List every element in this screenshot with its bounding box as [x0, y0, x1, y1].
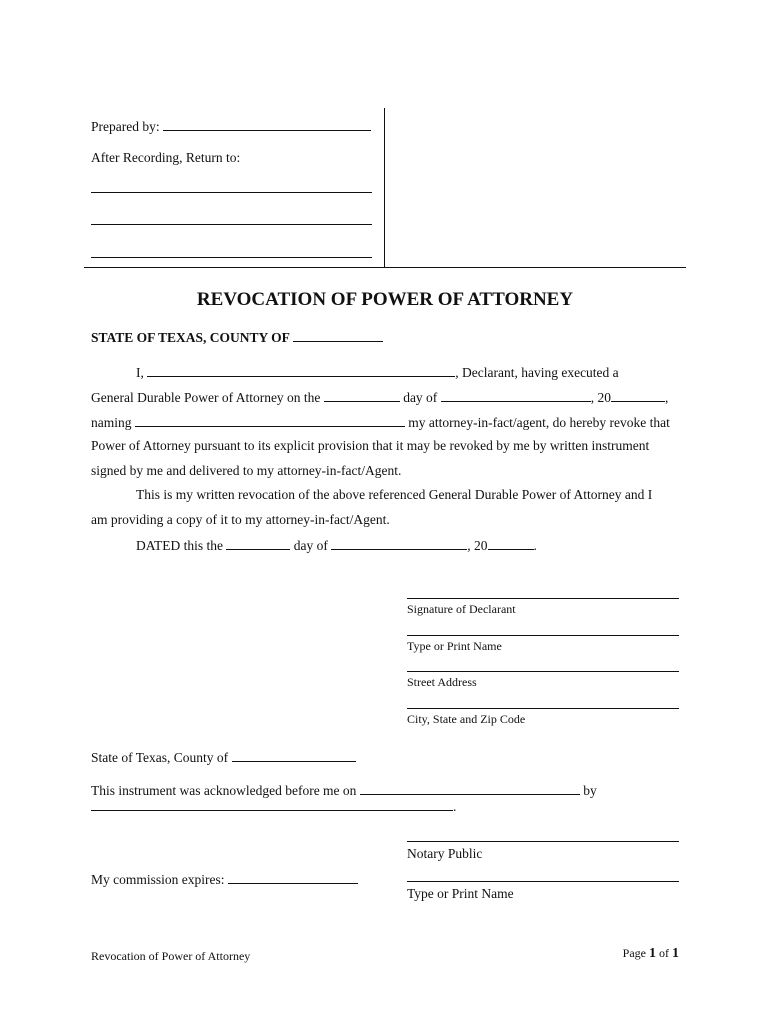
acknowledgment-text: This instrument was acknowledged before me on	[91, 783, 357, 798]
commission-label: My commission expires:	[91, 872, 225, 887]
dated-day-field[interactable]	[226, 537, 290, 550]
acknowledgment-text: by	[583, 783, 597, 798]
body-text: ,	[664, 390, 669, 405]
acknowledgment-text: .	[453, 799, 457, 814]
of-word: of	[659, 946, 669, 960]
acknowledgment-date-field[interactable]	[360, 782, 580, 795]
body-line-2	[91, 389, 668, 406]
body-line-3	[91, 414, 670, 431]
signature-field[interactable]	[407, 598, 679, 599]
street-address-field[interactable]	[407, 671, 679, 672]
footer-title: Revocation of Power of Attorney	[91, 949, 251, 963]
commission-line	[91, 871, 358, 888]
body-text: I,	[136, 365, 144, 380]
notary-print-name-field[interactable]	[407, 881, 679, 882]
acknowledgment-line-2	[91, 798, 456, 815]
declarant-name-field[interactable]	[147, 364, 455, 377]
body-line-5: signed by me and delivered to my attorney-in-fact/Agent.	[91, 463, 402, 478]
page-current: 1	[649, 946, 656, 961]
return-to-field-1[interactable]	[91, 192, 372, 193]
acknowledgment-line	[91, 782, 597, 799]
body-text: my attorney-in-fact/agent, do hereby revoke that	[408, 415, 670, 430]
prepared-by-line	[91, 118, 371, 135]
poa-year-field[interactable]	[611, 389, 665, 402]
dated-year-field[interactable]	[488, 537, 534, 550]
notary-print-name-label: Type or Print Name	[407, 886, 514, 901]
attorney-name-field[interactable]	[135, 414, 405, 427]
commission-expires-field[interactable]	[228, 871, 358, 884]
state-county-label: STATE OF TEXAS, COUNTY OF	[91, 330, 290, 345]
body-text: day of	[293, 538, 328, 553]
signature-label: Signature of Declarant	[407, 602, 516, 616]
body-line-4: Power of Attorney pursuant to its explicit provision that it may be revoked by me by written instrument	[91, 438, 650, 453]
declarant-print-name-field[interactable]	[407, 635, 679, 636]
body-text: DATED this the	[136, 538, 223, 553]
body-line-7: am providing a copy of it to my attorney-in-fact/Agent.	[91, 512, 390, 527]
prepared-by-label: Prepared by:	[91, 119, 160, 134]
street-address-label: Street Address	[407, 675, 477, 689]
prepared-by-field[interactable]	[163, 118, 371, 131]
body-text: , 20	[467, 538, 488, 553]
city-state-zip-label: City, State and Zip Code	[407, 712, 526, 726]
notary-county-line	[91, 749, 356, 766]
notary-public-label: Notary Public	[407, 846, 483, 861]
page-number	[623, 946, 679, 962]
body-text: General Durable Power of Attorney on the	[91, 390, 321, 405]
body-text: .	[533, 538, 537, 553]
notary-county-label: State of Texas, County of	[91, 750, 229, 765]
dated-line	[136, 537, 537, 554]
state-county-line	[91, 329, 383, 346]
page-title: REVOCATION OF POWER OF ATTORNEY	[196, 289, 574, 310]
page-word: Page	[622, 946, 646, 960]
body-text: , Declarant, having executed a	[455, 365, 619, 380]
notary-signature-field[interactable]	[407, 841, 679, 842]
header-divider-vertical	[384, 108, 385, 267]
body-line-6: This is my written revocation of the above referenced General Durable Power of Attorney and I	[136, 487, 653, 502]
dated-month-field[interactable]	[331, 537, 467, 550]
page-total: 1	[672, 946, 679, 961]
print-name-label: Type or Print Name	[407, 639, 502, 653]
notary-county-field[interactable]	[232, 749, 356, 762]
after-recording-label: After Recording, Return to:	[91, 150, 241, 165]
county-field[interactable]	[293, 329, 383, 342]
body-text: , 20	[590, 390, 611, 405]
poa-month-field[interactable]	[441, 389, 591, 402]
return-to-field-3[interactable]	[91, 257, 372, 258]
return-to-field-2[interactable]	[91, 224, 372, 225]
header-divider-horizontal	[84, 267, 686, 268]
body-line-1	[136, 364, 619, 381]
body-text: naming	[91, 415, 132, 430]
body-text: day of	[403, 390, 438, 405]
acknowledged-by-field[interactable]	[91, 798, 453, 811]
city-state-zip-field[interactable]	[407, 708, 679, 709]
poa-day-field[interactable]	[324, 389, 400, 402]
